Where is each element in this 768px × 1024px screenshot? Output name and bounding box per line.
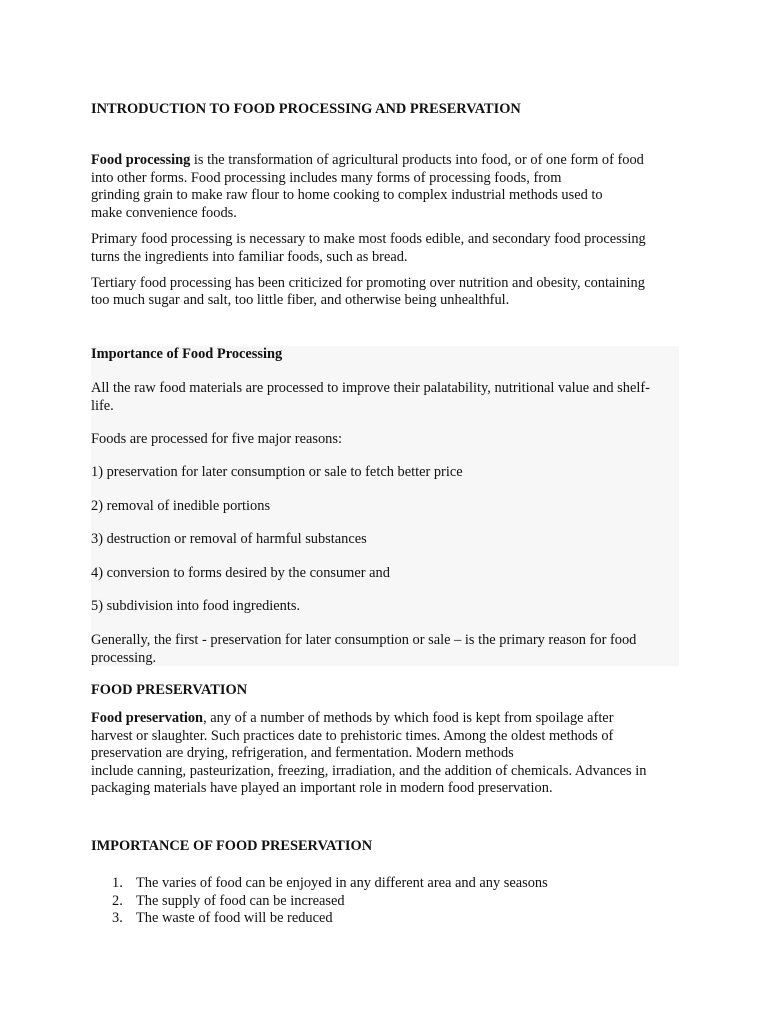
list-item-text: The supply of food can be increased <box>136 892 345 909</box>
reason-item: 3) destruction or removal of harmful substances <box>91 531 367 547</box>
conclusion-paragraph: Generally, the first - preservation for later consumption or sale – is the primary reason for food processing. <box>91 632 637 666</box>
importance-preservation-list <box>91 875 548 928</box>
document-title: INTRODUCTION TO FOOD PROCESSING AND PRESERVATION <box>91 101 521 117</box>
intro-paragraph-1: Food processing is the transformation of agricultural products into food, or of one form of food into other forms. Food processing includes many forms of processing foods, from grinding grain to make raw flour to home cooking to complex industrial methods used to make convenience foods. <box>91 152 644 221</box>
list-item-number: 2. <box>112 892 123 909</box>
list-item <box>91 875 548 893</box>
reason-item: 2) removal of inedible portions <box>91 498 271 514</box>
list-item-text: The varies of food can be enjoyed in any different area and any seasons <box>136 875 548 891</box>
reason-item: 4) conversion to forms desired by the consumer and <box>91 565 390 581</box>
term-food-processing: Food processing <box>91 152 191 168</box>
list-item <box>91 910 548 928</box>
food-preservation-paragraph: Food preservation, any of a number of methods by which food is kept from spoilage after harvest or slaughter. Such practices date to prehistoric times. Among the oldest methods of preservation are drying, refrigeration, and fermentation. Modern methods include canning, pasteurization, freezing, irradiation, and the addition of chemicals. Advances in packaging materials have played an important role in modern food preservation. <box>91 710 647 797</box>
list-item <box>91 893 548 911</box>
list-item-text: The waste of food will be reduced <box>136 910 333 927</box>
reason-item: 1) preservation for later consumption or sale to fetch better price <box>91 464 463 480</box>
importance-processing-section <box>91 346 679 666</box>
section-heading: Importance of Food Processing <box>91 346 283 362</box>
list-item-number: 1. <box>112 875 123 891</box>
term-food-preservation: Food preservation <box>91 710 204 726</box>
intro-section <box>91 152 679 319</box>
palatability-paragraph: All the raw food materials are processed to improve their palatability, nutritional value and shelf- life. <box>91 380 650 414</box>
intro-paragraph-2: Primary food processing is necessary to make most foods edible, and secondary food processing turns the ingredients into familiar foods, such as bread. <box>91 230 646 265</box>
list-item-number: 3. <box>112 910 123 927</box>
reasons-intro: Foods are processed for five major reasons: <box>91 431 342 447</box>
food-preservation-heading: FOOD PRESERVATION <box>91 682 248 698</box>
intro-paragraph-3: Tertiary food processing has been criticized for promoting over nutrition and obesity, containing too much sugar and salt, too little fiber, and otherwise being unhealthful. <box>91 274 645 309</box>
reason-item: 5) subdivision into food ingredients. <box>91 598 301 614</box>
importance-preservation-heading: IMPORTANCE OF FOOD PRESERVATION <box>91 838 373 854</box>
